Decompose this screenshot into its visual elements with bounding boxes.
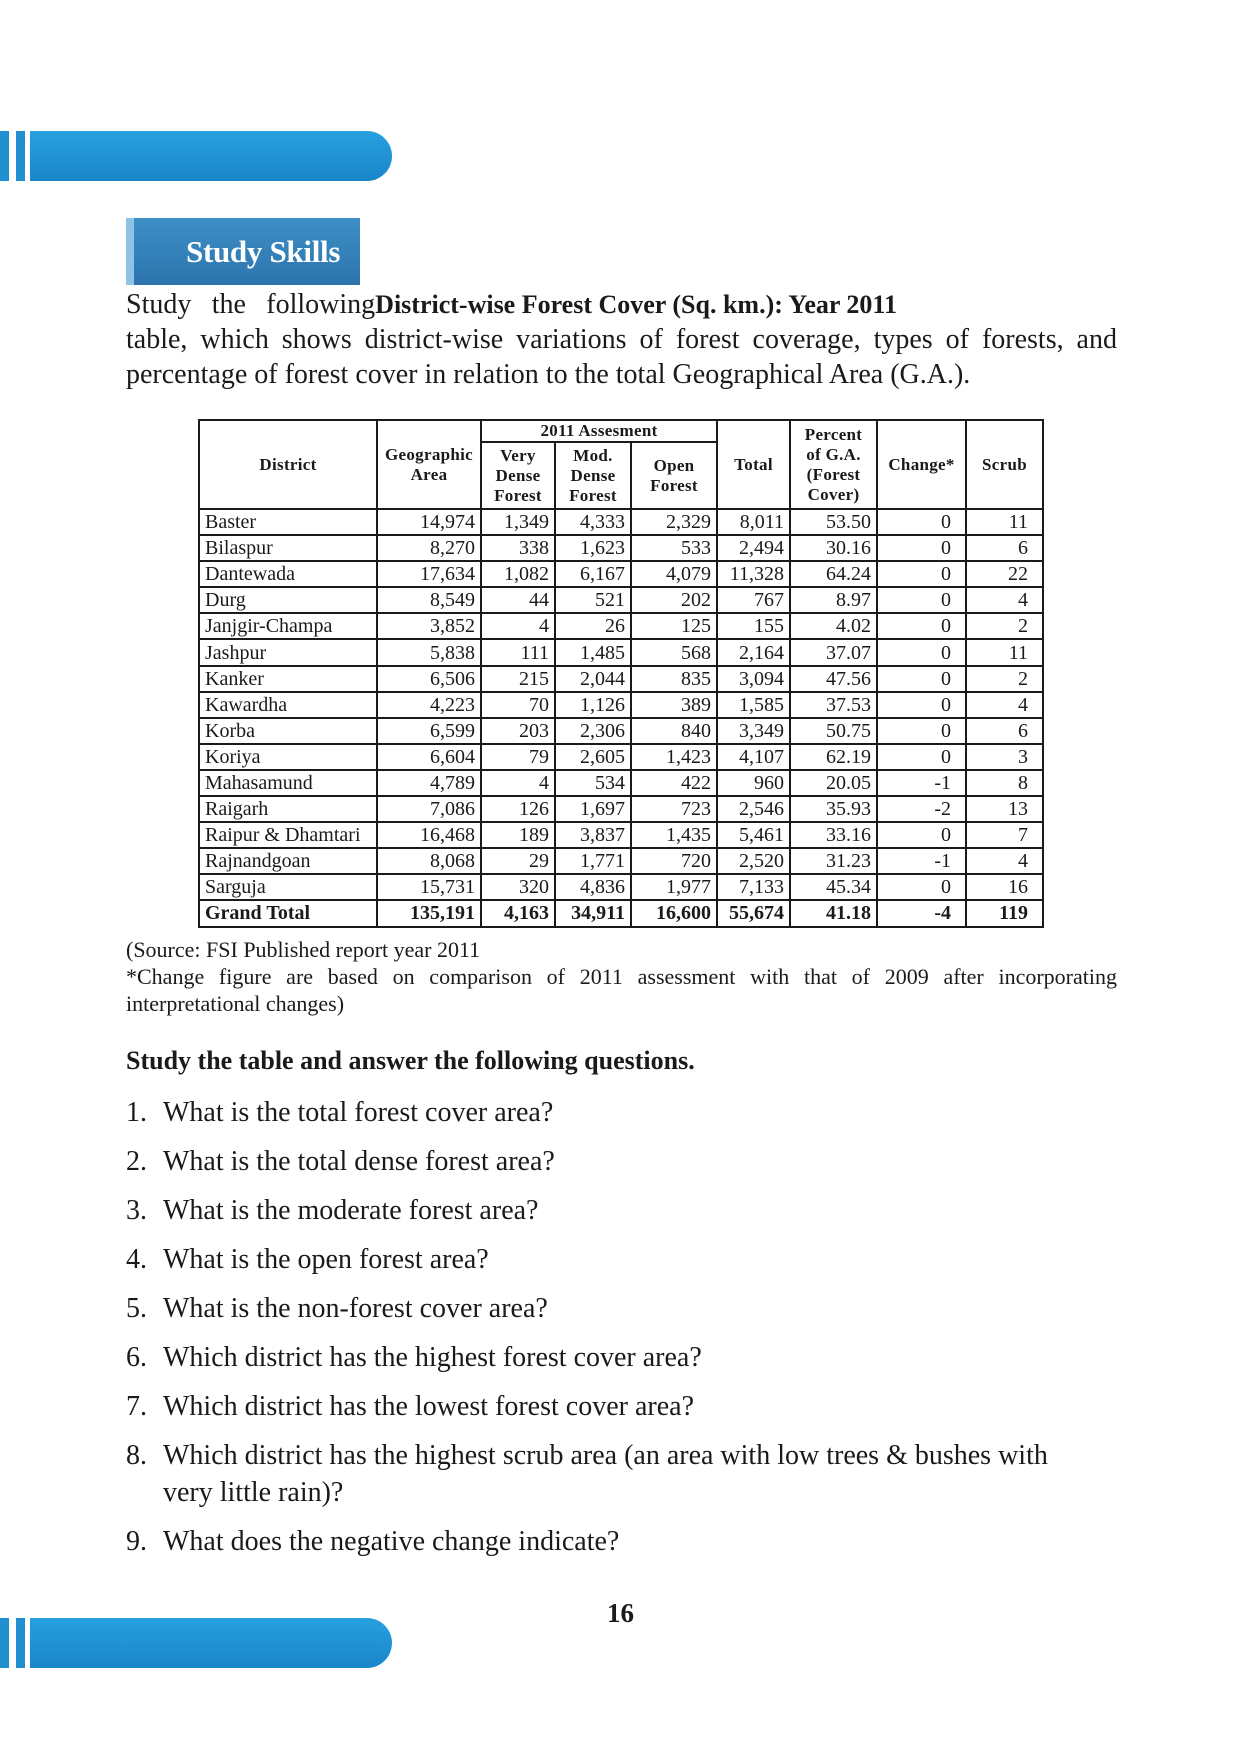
question-text: What is the non-forest cover area?: [163, 1293, 548, 1324]
cell-total: 3,094: [717, 666, 790, 692]
col-header-assessment-group: 2011 Assesment: [481, 420, 717, 442]
change-note: *Change figure are based on comparison of 2011 assessment with that of 2009 after incorporating interpretational changes): [126, 964, 1117, 1016]
cell-percent: 37.07: [790, 639, 877, 665]
cell-total: 155: [717, 613, 790, 639]
decor-stripe: [0, 131, 9, 181]
cell-district: Grand Total: [199, 900, 377, 926]
cell-geographic-area: 15,731: [377, 874, 481, 900]
question-text: Which district has the lowest forest cover area?: [163, 1391, 695, 1422]
question-item: [126, 1388, 1086, 1425]
cell-percent: 41.18: [790, 900, 877, 926]
cell-open: 840: [631, 718, 717, 744]
cell-geographic-area: 16,468: [377, 822, 481, 848]
cell-scrub: 13: [966, 796, 1043, 822]
cell-mod-dense: 534: [555, 770, 631, 796]
decor-stripe: [0, 1618, 9, 1668]
cell-geographic-area: 14,974: [377, 509, 481, 535]
question-number: 1.: [126, 1097, 147, 1128]
cell-district: Bilaspur: [199, 535, 377, 561]
question-item: [126, 1143, 1086, 1180]
cell-geographic-area: 6,506: [377, 666, 481, 692]
table-row: [199, 822, 1043, 848]
cell-mod-dense: 1,126: [555, 692, 631, 718]
cell-percent: 8.97: [790, 587, 877, 613]
cell-percent: 35.93: [790, 796, 877, 822]
cell-total: 2,520: [717, 848, 790, 874]
cell-open: 16,600: [631, 900, 717, 926]
question-text: Which district has the highest forest cover area?: [163, 1342, 702, 1373]
cell-geographic-area: 8,549: [377, 587, 481, 613]
cell-percent: 20.05: [790, 770, 877, 796]
cell-scrub: 6: [966, 535, 1043, 561]
cell-percent: 45.34: [790, 874, 877, 900]
table-row: [199, 718, 1043, 744]
cell-percent: 33.16: [790, 822, 877, 848]
question-number: 6.: [126, 1342, 147, 1373]
cell-open: 2,329: [631, 509, 717, 535]
cell-very-dense: 338: [481, 535, 555, 561]
cell-very-dense: 126: [481, 796, 555, 822]
cell-change: 0: [877, 509, 966, 535]
table-row: [199, 639, 1043, 665]
cell-district: Durg: [199, 587, 377, 613]
cell-district: Sarguja: [199, 874, 377, 900]
decor-stripe: [16, 131, 25, 181]
cell-scrub: 16: [966, 874, 1043, 900]
cell-very-dense: 44: [481, 587, 555, 613]
cell-total: 7,133: [717, 874, 790, 900]
cell-percent: 64.24: [790, 561, 877, 587]
decor-pill: [30, 1618, 392, 1668]
cell-very-dense: 1,349: [481, 509, 555, 535]
cell-mod-dense: 6,167: [555, 561, 631, 587]
cell-change: -1: [877, 770, 966, 796]
cell-percent: 31.23: [790, 848, 877, 874]
cell-change: 0: [877, 535, 966, 561]
cell-total: 3,349: [717, 718, 790, 744]
cell-open: 723: [631, 796, 717, 822]
question-number: 7.: [126, 1391, 147, 1422]
cell-total: 5,461: [717, 822, 790, 848]
table-row: [199, 874, 1043, 900]
table-row: [199, 509, 1043, 535]
question-item: [126, 1437, 1086, 1511]
question-list: [126, 1094, 1086, 1572]
cell-open: 125: [631, 613, 717, 639]
cell-scrub: 2: [966, 666, 1043, 692]
col-header-total: Total: [717, 420, 790, 509]
col-header-change: Change*: [877, 420, 966, 509]
table-body: [199, 509, 1043, 927]
cell-geographic-area: 8,068: [377, 848, 481, 874]
cell-district: Baster: [199, 509, 377, 535]
cell-mod-dense: 34,911: [555, 900, 631, 926]
question-item: [126, 1241, 1086, 1278]
cell-very-dense: 4: [481, 613, 555, 639]
cell-percent: 50.75: [790, 718, 877, 744]
cell-scrub: 4: [966, 587, 1043, 613]
cell-total: 767: [717, 587, 790, 613]
forest-cover-table: [198, 419, 1044, 928]
cell-change: 0: [877, 666, 966, 692]
cell-change: 0: [877, 718, 966, 744]
cell-scrub: 4: [966, 692, 1043, 718]
cell-mod-dense: 2,605: [555, 744, 631, 770]
col-header-geographic-area: Geographic Area: [377, 420, 481, 509]
table-row: [199, 848, 1043, 874]
question-number: 8.: [126, 1440, 147, 1471]
cell-mod-dense: 1,623: [555, 535, 631, 561]
cell-very-dense: 1,082: [481, 561, 555, 587]
cell-total: 55,674: [717, 900, 790, 926]
cell-district: Raipur & Dhamtari: [199, 822, 377, 848]
page-number: 16: [607, 1598, 634, 1628]
cell-change: 0: [877, 561, 966, 587]
cell-very-dense: 70: [481, 692, 555, 718]
grand-total-row: [199, 900, 1043, 926]
question-text: What is the moderate forest area?: [163, 1195, 539, 1226]
cell-open: 835: [631, 666, 717, 692]
table-row: [199, 535, 1043, 561]
cell-very-dense: 215: [481, 666, 555, 692]
cell-geographic-area: 6,604: [377, 744, 481, 770]
cell-geographic-area: 6,599: [377, 718, 481, 744]
cell-open: 533: [631, 535, 717, 561]
question-item: [126, 1094, 1086, 1131]
cell-total: 2,164: [717, 639, 790, 665]
cell-change: 0: [877, 692, 966, 718]
cell-open: 389: [631, 692, 717, 718]
cell-change: -2: [877, 796, 966, 822]
cell-mod-dense: 2,044: [555, 666, 631, 692]
question-text: What does the negative change indicate?: [163, 1526, 620, 1557]
question-item: [126, 1290, 1086, 1327]
cell-scrub: 11: [966, 509, 1043, 535]
question-item: [126, 1192, 1086, 1229]
question-number: 2.: [126, 1146, 147, 1177]
cell-district: Koriya: [199, 744, 377, 770]
cell-district: Mahasamund: [199, 770, 377, 796]
cell-total: 11,328: [717, 561, 790, 587]
cell-geographic-area: 3,852: [377, 613, 481, 639]
cell-district: Raigarh: [199, 796, 377, 822]
table-row: [199, 692, 1043, 718]
cell-open: 1,423: [631, 744, 717, 770]
table-row: [199, 561, 1043, 587]
col-header-mod-dense: Mod. Dense Forest: [555, 442, 631, 509]
cell-scrub: 6: [966, 718, 1043, 744]
cell-open: 568: [631, 639, 717, 665]
question-item: [126, 1339, 1086, 1376]
cell-open: 1,435: [631, 822, 717, 848]
cell-change: 0: [877, 613, 966, 639]
cell-scrub: 3: [966, 744, 1043, 770]
cell-scrub: 7: [966, 822, 1043, 848]
cell-very-dense: 189: [481, 822, 555, 848]
cell-geographic-area: 17,634: [377, 561, 481, 587]
cell-percent: 30.16: [790, 535, 877, 561]
intro-text: Study the following table, which shows district-wise variations of forest coverage, types of forests, and percentage of forest cover in relation to the total Geographical Area (G.A.).: [126, 289, 1117, 390]
table-row: [199, 666, 1043, 692]
cell-geographic-area: 8,270: [377, 535, 481, 561]
col-header-district: District: [199, 420, 377, 509]
cell-scrub: 119: [966, 900, 1043, 926]
question-text: What is the open forest area?: [163, 1244, 489, 1275]
col-header-scrub: Scrub: [966, 420, 1043, 509]
cell-total: 1,585: [717, 692, 790, 718]
cell-scrub: 4: [966, 848, 1043, 874]
decor-stripe: [16, 1618, 25, 1668]
cell-geographic-area: 4,789: [377, 770, 481, 796]
cell-geographic-area: 5,838: [377, 639, 481, 665]
cell-change: 0: [877, 822, 966, 848]
question-number: 4.: [126, 1244, 147, 1275]
cell-district: Kanker: [199, 666, 377, 692]
cell-percent: 37.53: [790, 692, 877, 718]
cell-change: 0: [877, 587, 966, 613]
table-row: [199, 770, 1043, 796]
table-row: [199, 744, 1043, 770]
cell-very-dense: 29: [481, 848, 555, 874]
cell-mod-dense: 4,333: [555, 509, 631, 535]
cell-percent: 4.02: [790, 613, 877, 639]
cell-total: 8,011: [717, 509, 790, 535]
cell-mod-dense: 2,306: [555, 718, 631, 744]
cell-mod-dense: 1,485: [555, 639, 631, 665]
cell-change: -4: [877, 900, 966, 926]
source-note: (Source: FSI Published report year 2011: [126, 937, 481, 962]
cell-open: 202: [631, 587, 717, 613]
cell-geographic-area: 4,223: [377, 692, 481, 718]
question-text: Which district has the highest scrub area (an area with low trees & bushes with very little rain)?: [163, 1440, 1048, 1508]
cell-district: Janjgir-Champa: [199, 613, 377, 639]
intro-block: [126, 287, 1117, 392]
cell-very-dense: 4,163: [481, 900, 555, 926]
cell-very-dense: 79: [481, 744, 555, 770]
question-text: What is the total forest cover area?: [163, 1097, 554, 1128]
cell-total: 960: [717, 770, 790, 796]
cell-change: 0: [877, 744, 966, 770]
cell-total: 2,546: [717, 796, 790, 822]
cell-change: -1: [877, 848, 966, 874]
cell-district: Korba: [199, 718, 377, 744]
cell-district: Kawardha: [199, 692, 377, 718]
questions-heading: Study the table and answer the following questions.: [126, 1046, 695, 1075]
intro-paragraph: [126, 287, 1117, 392]
question-item: [126, 1523, 1086, 1560]
cell-total: 4,107: [717, 744, 790, 770]
decor-pill: [30, 131, 392, 181]
cell-percent: 62.19: [790, 744, 877, 770]
table-notes: [126, 936, 1117, 1017]
cell-very-dense: 203: [481, 718, 555, 744]
cell-district: Jashpur: [199, 639, 377, 665]
cell-district: Dantewada: [199, 561, 377, 587]
table-row: [199, 587, 1043, 613]
cell-open: 422: [631, 770, 717, 796]
cell-mod-dense: 4,836: [555, 874, 631, 900]
table-caption: District-wise Forest Cover (Sq. km.): Year 2011: [375, 290, 897, 319]
cell-change: 0: [877, 639, 966, 665]
question-number: 9.: [126, 1526, 147, 1557]
col-header-very-dense: Very Dense Forest: [481, 442, 555, 509]
cell-district: Rajnandgoan: [199, 848, 377, 874]
cell-open: 1,977: [631, 874, 717, 900]
col-header-percent: Percent of G.A. (Forest Cover): [790, 420, 877, 509]
study-skills-badge: Study Skills: [126, 218, 360, 285]
cell-geographic-area: 7,086: [377, 796, 481, 822]
table-row: [199, 796, 1043, 822]
cell-mod-dense: 1,697: [555, 796, 631, 822]
table-row: [199, 613, 1043, 639]
cell-change: 0: [877, 874, 966, 900]
cell-very-dense: 4: [481, 770, 555, 796]
question-text: What is the total dense forest area?: [163, 1146, 555, 1177]
cell-total: 2,494: [717, 535, 790, 561]
cell-scrub: 2: [966, 613, 1043, 639]
cell-very-dense: 111: [481, 639, 555, 665]
cell-scrub: 22: [966, 561, 1043, 587]
cell-scrub: 11: [966, 639, 1043, 665]
col-header-open: Open Forest: [631, 442, 717, 509]
cell-percent: 53.50: [790, 509, 877, 535]
cell-geographic-area: 135,191: [377, 900, 481, 926]
cell-scrub: 8: [966, 770, 1043, 796]
question-number: 3.: [126, 1195, 147, 1226]
cell-mod-dense: 26: [555, 613, 631, 639]
cell-percent: 47.56: [790, 666, 877, 692]
cell-very-dense: 320: [481, 874, 555, 900]
cell-mod-dense: 3,837: [555, 822, 631, 848]
question-number: 5.: [126, 1293, 147, 1324]
cell-open: 720: [631, 848, 717, 874]
cell-open: 4,079: [631, 561, 717, 587]
cell-mod-dense: 521: [555, 587, 631, 613]
cell-mod-dense: 1,771: [555, 848, 631, 874]
